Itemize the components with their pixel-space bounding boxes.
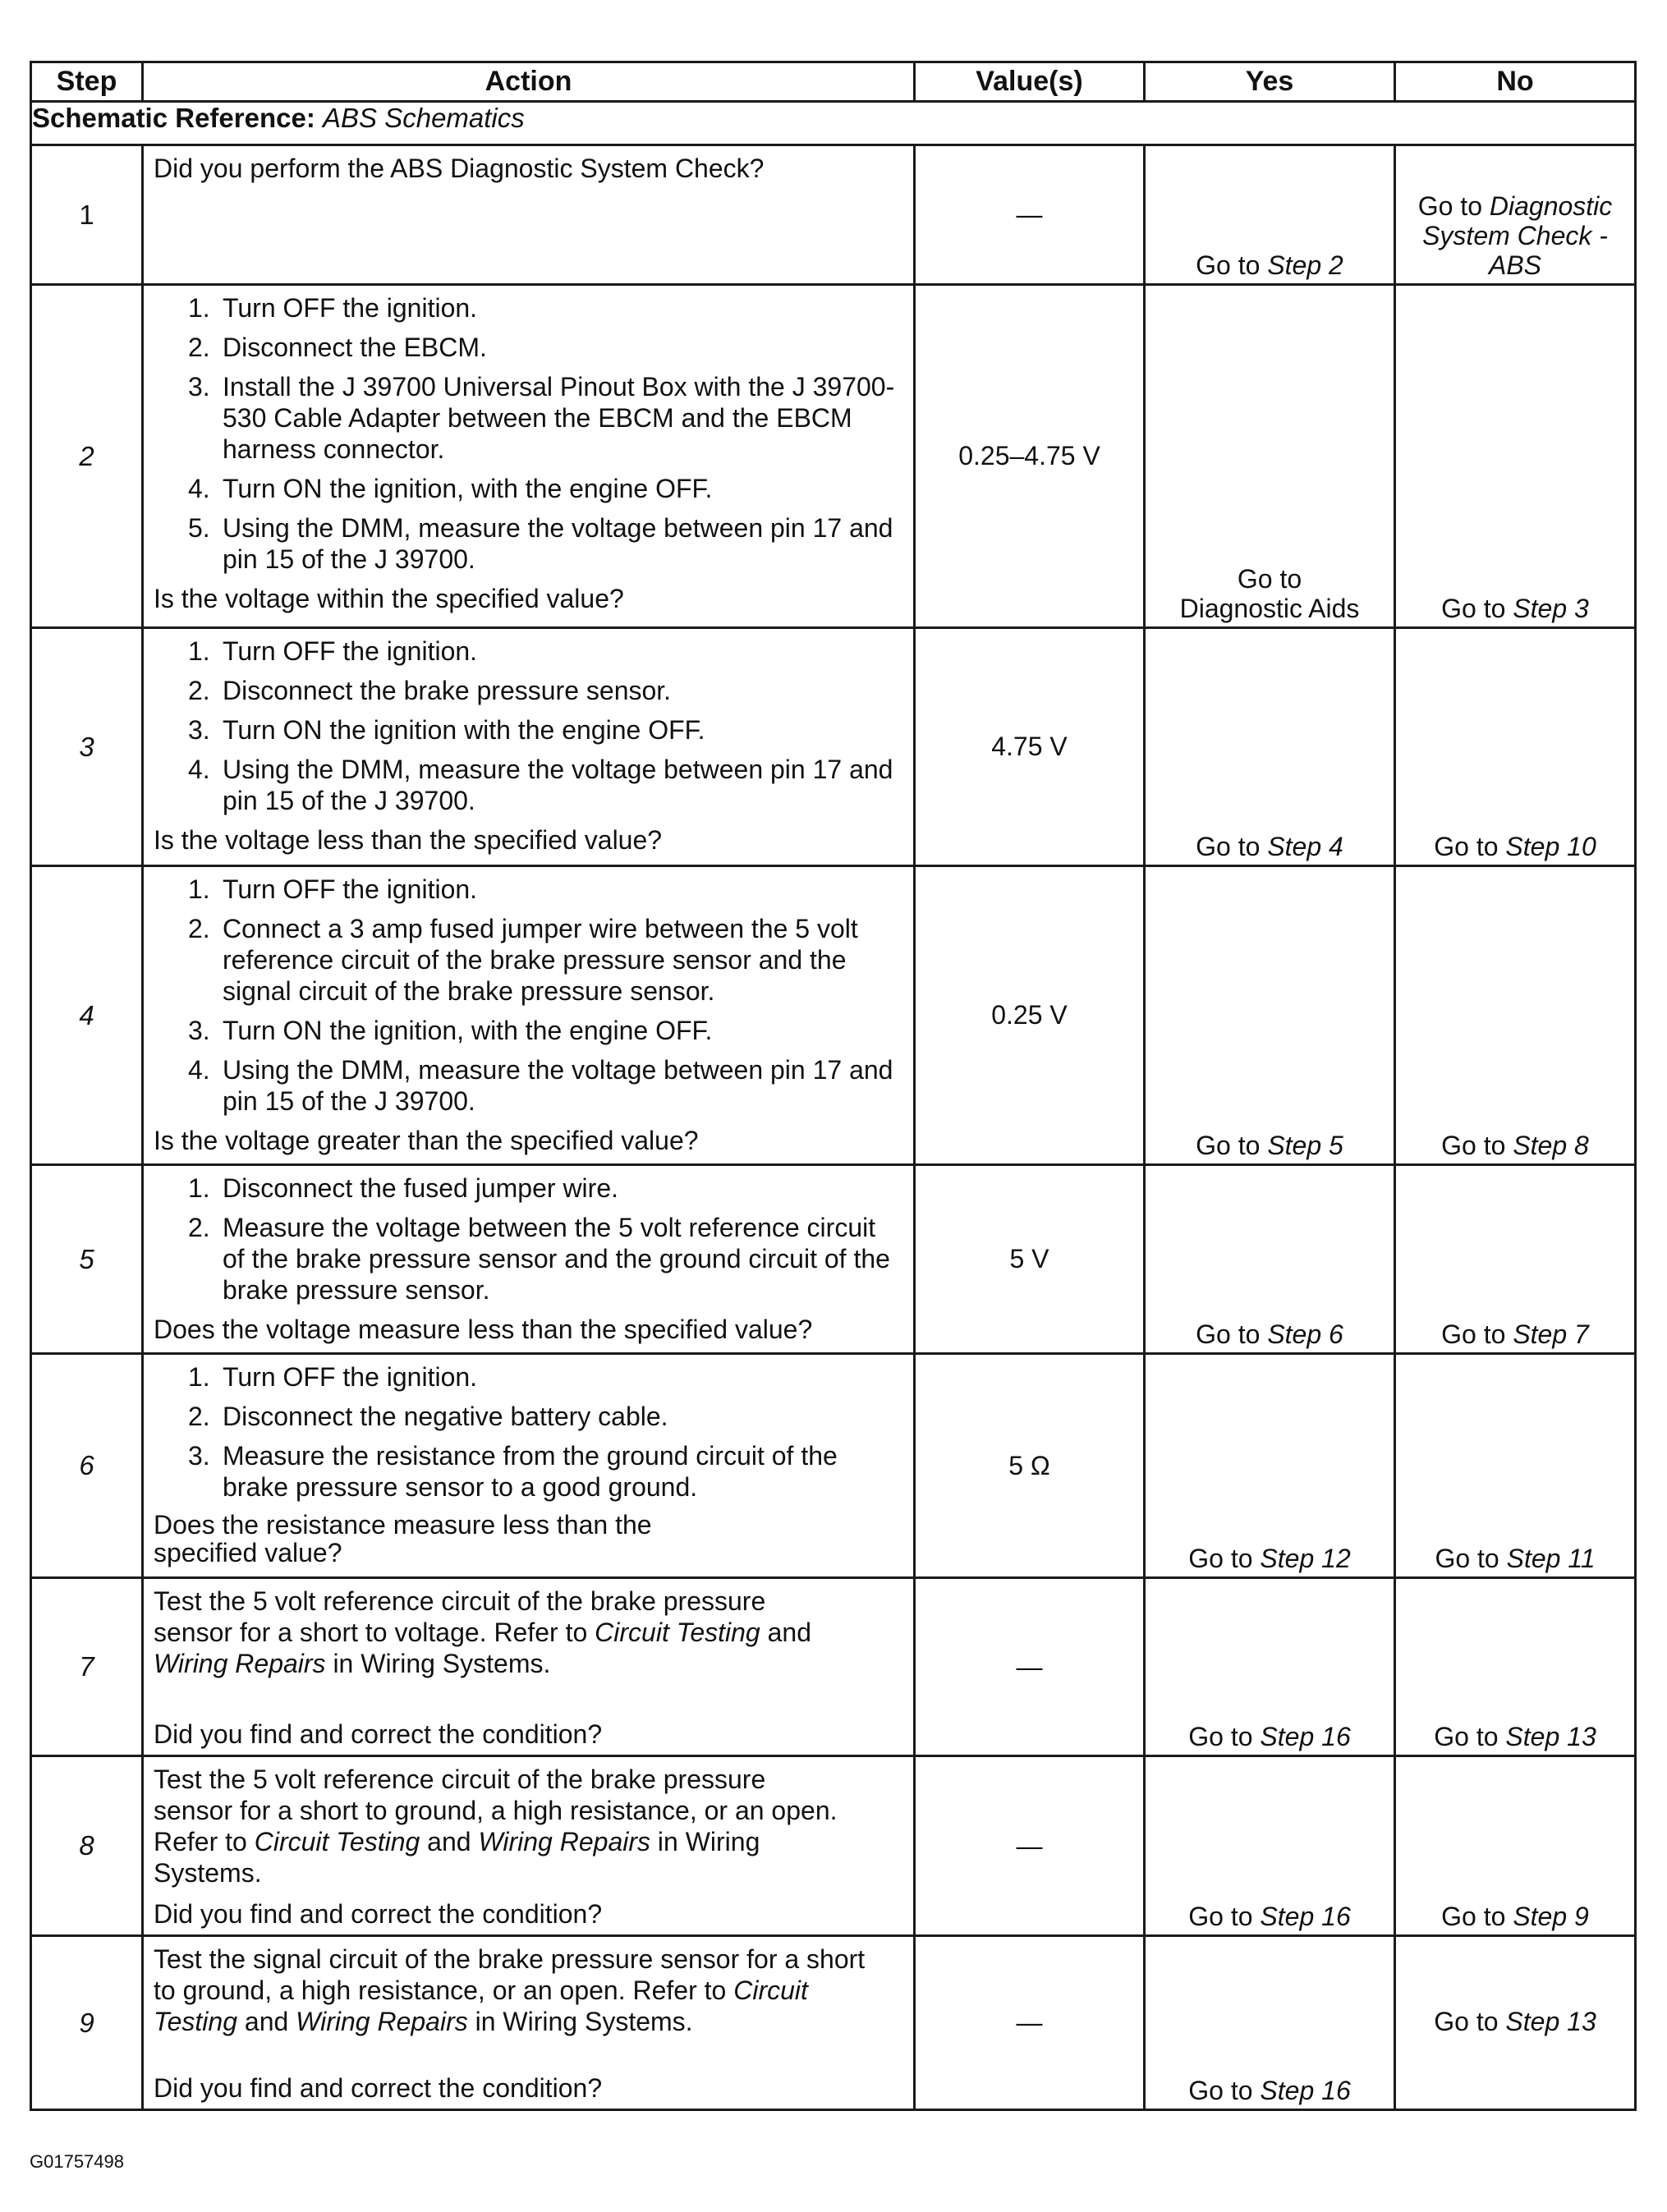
table-row xyxy=(31,866,1636,1165)
yes-ref: Step 2 xyxy=(1267,250,1343,280)
step-number: 4 xyxy=(31,866,143,1165)
no-cell: Go to Step 13 xyxy=(1395,1578,1636,1756)
action-cell xyxy=(143,1165,915,1354)
step-number: 2 xyxy=(31,285,143,628)
action-question: Did you find and correct the condition? xyxy=(154,1899,603,1929)
action-cell xyxy=(143,866,915,1165)
action-paragraph: Test the signal circuit of the brake pressure sensor for a short to ground, a high resistance, or an open. Refer to Circuit Testing and Wiring Repairs in Wiring Systems. xyxy=(154,1944,866,2036)
yes-ref: Step 16 xyxy=(1260,2076,1351,2105)
yes-pre: Go to xyxy=(1196,250,1261,280)
action-item: 1. Turn OFF the ignition. xyxy=(188,874,478,904)
step-number: 7 xyxy=(31,1578,143,1756)
table-row xyxy=(31,285,1636,628)
yes-ref: Step 16 xyxy=(1260,1722,1351,1751)
no-ref: Step 10 xyxy=(1505,832,1596,861)
step-number: 3 xyxy=(31,628,143,866)
no-ref: Step 9 xyxy=(1513,1902,1589,1931)
yes-ref: Step 5 xyxy=(1267,1131,1343,1160)
table-row xyxy=(31,1936,1636,2110)
schematic-label: Schematic Reference: xyxy=(32,103,315,133)
diagnostic-table-container xyxy=(30,61,1634,2111)
value-cell: 5 Ω xyxy=(915,1354,1145,1578)
step-number: 1 xyxy=(31,145,143,285)
action-item: 2. Measure the voltage between the 5 volt reference circuit of the brake pressure sensor and the ground circuit of the brake pressure sensor. xyxy=(188,1213,890,1305)
action-item: 5. Using the DMM, measure the voltage between pin 17 and pin 15 of the J 39700. xyxy=(188,513,893,574)
action-question: Did you perform the ABS Diagnostic System Check? xyxy=(154,154,765,183)
action-cell xyxy=(143,1936,915,2110)
yes-cell: Go to Step 6 xyxy=(1145,1165,1395,1354)
no-ref: Step 13 xyxy=(1505,1722,1596,1751)
no-cell: Go to Step 13 xyxy=(1395,1936,1636,2110)
action-question: Is the voltage less than the specified value? xyxy=(154,825,663,855)
yes-cell: Go to Diagnostic Aids xyxy=(1145,285,1395,628)
value-cell: — xyxy=(915,1756,1145,1936)
schematic-reference xyxy=(31,102,1636,145)
action-item: 1. Disconnect the fused jumper wire. xyxy=(188,1173,618,1203)
header-step: Step xyxy=(31,62,143,102)
schematic-reference-row xyxy=(31,102,1636,145)
figure-code: G01757498 xyxy=(30,2151,124,2172)
action-list xyxy=(154,874,902,1117)
action-list xyxy=(154,1173,902,1306)
yes-cell: Go to Step 12 xyxy=(1145,1354,1395,1578)
action-question: Does the voltage measure less than the specified value? xyxy=(154,1315,813,1344)
header-values: Value(s) xyxy=(915,62,1145,102)
action-item: 4. Turn ON the ignition, with the engine OFF. xyxy=(188,474,713,503)
yes-ref: Step 16 xyxy=(1260,1902,1351,1931)
action-list xyxy=(154,292,902,575)
no-ref: Step 13 xyxy=(1505,2006,1596,2036)
header-action: Action xyxy=(143,62,915,102)
action-item: 1. Turn OFF the ignition. xyxy=(188,1362,478,1392)
action-cell xyxy=(143,1756,915,1936)
action-cell xyxy=(143,1578,915,1756)
value-cell: 5 V xyxy=(915,1165,1145,1354)
yes-ref: Diagnostic Aids xyxy=(1179,594,1360,623)
no-ref: Step 11 xyxy=(1506,1544,1596,1573)
action-question: Does the resistance measure less than the specified value? xyxy=(154,1510,652,1567)
action-item: 1. Turn OFF the ignition. xyxy=(188,636,478,666)
yes-cell: Go to Step 16 xyxy=(1145,1936,1395,2110)
action-item: 2. Connect a 3 amp fused jumper wire between the 5 volt reference circuit of the brake pressure sensor and the signal circuit of the brake pressure sensor. xyxy=(188,914,858,1006)
action-list xyxy=(154,636,902,816)
header-row xyxy=(31,62,1636,102)
yes-cell: Go to Step 4 xyxy=(1145,628,1395,866)
no-cell: Go to Step 10 xyxy=(1395,628,1636,866)
action-item: 3. Turn ON the ignition with the engine OFF. xyxy=(188,715,705,745)
action-cell xyxy=(143,285,915,628)
action-item: 4. Using the DMM, measure the voltage between pin 17 and pin 15 of the J 39700. xyxy=(188,1055,893,1116)
no-ref: Diagnostic System Check - ABS xyxy=(1422,191,1613,280)
step-number: 6 xyxy=(31,1354,143,1578)
header-no: No xyxy=(1395,62,1636,102)
value-cell: — xyxy=(915,1936,1145,2110)
action-cell xyxy=(143,1354,915,1578)
step-number: 9 xyxy=(31,1936,143,2110)
no-cell: Go to Step 3 xyxy=(1395,285,1636,628)
value-cell: 4.75 V xyxy=(915,628,1145,866)
no-ref: Step 7 xyxy=(1513,1319,1589,1349)
action-item: 2. Disconnect the EBCM. xyxy=(188,333,487,362)
step-number: 8 xyxy=(31,1756,143,1936)
table-row xyxy=(31,1578,1636,1756)
no-ref: Step 8 xyxy=(1513,1131,1589,1160)
yes-ref: Step 12 xyxy=(1260,1544,1351,1573)
action-question: Did you find and correct the condition? xyxy=(154,1719,603,1749)
action-item: 3. Measure the resistance from the ground circuit of the brake pressure sensor to a good ground. xyxy=(188,1441,838,1502)
action-item: 2. Disconnect the brake pressure sensor. xyxy=(188,676,672,705)
yes-ref: Step 4 xyxy=(1267,832,1343,861)
action-item: 3. Install the J 39700 Universal Pinout Box with the J 39700-530 Cable Adapter between the EBCM and the EBCM harness connector. xyxy=(188,372,895,464)
table-row xyxy=(31,628,1636,866)
action-cell xyxy=(143,145,915,285)
step-number: 5 xyxy=(31,1165,143,1354)
yes-ref: Step 6 xyxy=(1267,1319,1343,1349)
yes-cell: Go to Step 5 xyxy=(1145,866,1395,1165)
no-ref: Step 3 xyxy=(1513,594,1589,623)
value-cell: — xyxy=(915,145,1145,285)
action-paragraph: Test the 5 volt reference circuit of the brake pressure sensor for a short to voltage. Refer to Circuit Testing and Wiring Repairs in Wiring Systems. xyxy=(154,1586,811,1678)
table-row xyxy=(31,145,1636,285)
no-cell: Go to Step 8 xyxy=(1395,866,1636,1165)
action-list xyxy=(154,1361,902,1503)
diagnostic-table xyxy=(30,61,1637,2111)
action-question: Did you find and correct the condition? xyxy=(154,2073,603,2103)
no-cell: Go to Step 7 xyxy=(1395,1165,1636,1354)
no-pre: Go to xyxy=(1417,191,1482,221)
action-cell xyxy=(143,628,915,866)
value-cell: — xyxy=(915,1578,1145,1756)
no-cell: Go to Step 9 xyxy=(1395,1756,1636,1936)
schematic-link: ABS Schematics xyxy=(323,103,525,133)
action-item: 1. Turn OFF the ignition. xyxy=(188,293,478,323)
no-cell xyxy=(1395,145,1636,285)
table-row xyxy=(31,1165,1636,1354)
yes-cell: Go to Step 16 xyxy=(1145,1756,1395,1936)
table-row xyxy=(31,1354,1636,1578)
table-row xyxy=(31,1756,1636,1936)
action-item: 4. Using the DMM, measure the voltage between pin 17 and pin 15 of the J 39700. xyxy=(188,755,893,815)
action-item: 2. Disconnect the negative battery cable. xyxy=(188,1402,668,1431)
no-cell: Go to Step 11 xyxy=(1395,1354,1636,1578)
value-cell: 0.25 V xyxy=(915,866,1145,1165)
value-cell: 0.25–4.75 V xyxy=(915,285,1145,628)
yes-cell xyxy=(1145,145,1395,285)
action-question: Is the voltage greater than the specified value? xyxy=(154,1126,699,1155)
action-question: Is the voltage within the specified value? xyxy=(154,584,624,613)
header-yes: Yes xyxy=(1145,62,1395,102)
action-item: 3. Turn ON the ignition, with the engine OFF. xyxy=(188,1016,713,1045)
action-paragraph: Test the 5 volt reference circuit of the brake pressure sensor for a short to ground, a high resistance, or an open. Refer to Circuit Testing and Wiring Repairs in Wiring Systems. xyxy=(154,1765,838,1888)
yes-cell: Go to Step 16 xyxy=(1145,1578,1395,1756)
